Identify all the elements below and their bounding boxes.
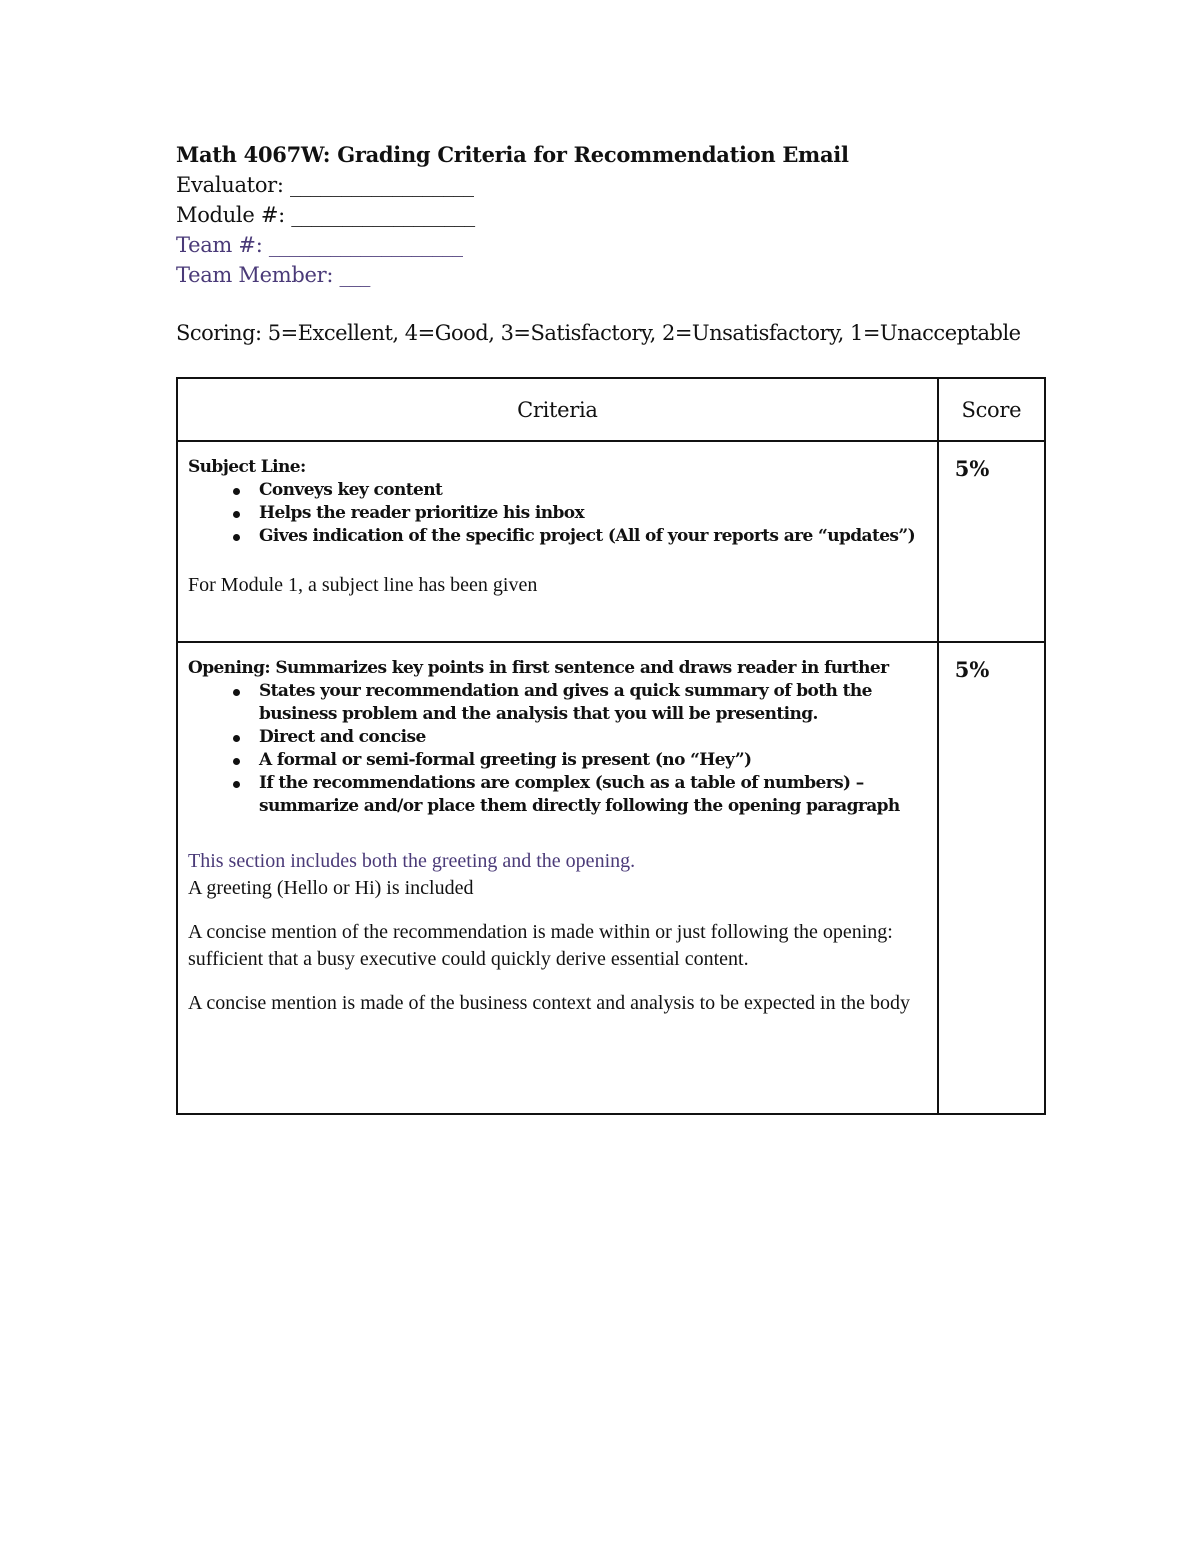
module-field: Module #: __________________ — [176, 203, 475, 227]
list-item: Gives indication of the specific project (All of your reports are “updates”) — [233, 525, 927, 548]
bullet-icon — [233, 758, 240, 765]
document-header — [176, 140, 1076, 348]
bullet-icon — [233, 781, 240, 788]
list-item: A formal or semi-formal greeting is present (no “Hey”) — [233, 749, 927, 772]
opening-heading: Opening: Summarizes key points in first sentence and draws reader in further — [188, 658, 889, 678]
bullet-icon — [233, 511, 240, 518]
subject-line-bullets — [188, 479, 927, 548]
team-field: Team #: ___________________ — [176, 233, 463, 257]
bullet-icon — [233, 488, 240, 495]
opening-note-recommendation: A concise mention of the recommendation is made within or just following the opening: sufficient that a busy executive could quickly derive essential content. — [188, 921, 893, 970]
grading-rubric-table — [176, 377, 1046, 1115]
opening-note-greeting: A greeting (Hello or Hi) is included — [188, 877, 474, 899]
list-item: States your recommendation and gives a quick summary of both the business problem and the analysis that you will be presenting. — [233, 680, 927, 726]
table-header-row — [177, 378, 1045, 441]
table-row — [177, 642, 1045, 1114]
opening-note-purple: This section includes both the greeting and the opening. — [188, 850, 636, 872]
bullet-icon — [233, 735, 240, 742]
score-cell-subject-line — [938, 441, 1045, 642]
criteria-column-header: Criteria — [177, 378, 938, 441]
scoring-legend: Scoring: 5=Excellent, 4=Good, 3=Satisfactory, 2=Unsatisfactory, 1=Unacceptable — [176, 321, 1021, 345]
score-cell-opening — [938, 642, 1045, 1114]
table-row — [177, 441, 1045, 642]
score-value: 5% — [954, 456, 990, 481]
list-item: Direct and concise — [233, 726, 927, 749]
criteria-cell-subject-line — [177, 441, 938, 642]
score-column-header: Score — [938, 378, 1045, 441]
list-item: If the recommendations are complex (such as a table of numbers) – summarize and/or place them directly following the opening paragraph — [233, 772, 927, 818]
subject-line-heading: Subject Line: — [188, 457, 306, 477]
subject-line-note: For Module 1, a subject line has been given — [188, 574, 538, 596]
bullet-icon — [233, 689, 240, 696]
criteria-cell-opening — [177, 642, 938, 1114]
team-member-field: Team Member: ___ — [176, 263, 371, 287]
bullet-icon — [233, 534, 240, 541]
list-item: Helps the reader prioritize his inbox — [233, 502, 927, 525]
list-item: Conveys key content — [233, 479, 927, 502]
score-value: 5% — [954, 657, 990, 682]
document-title: Math 4067W: Grading Criteria for Recommendation Email — [176, 142, 849, 167]
opening-bullets — [188, 680, 927, 818]
evaluator-field: Evaluator: __________________ — [176, 173, 474, 197]
opening-note-context: A concise mention is made of the business context and analysis to be expected in the body — [188, 992, 911, 1014]
